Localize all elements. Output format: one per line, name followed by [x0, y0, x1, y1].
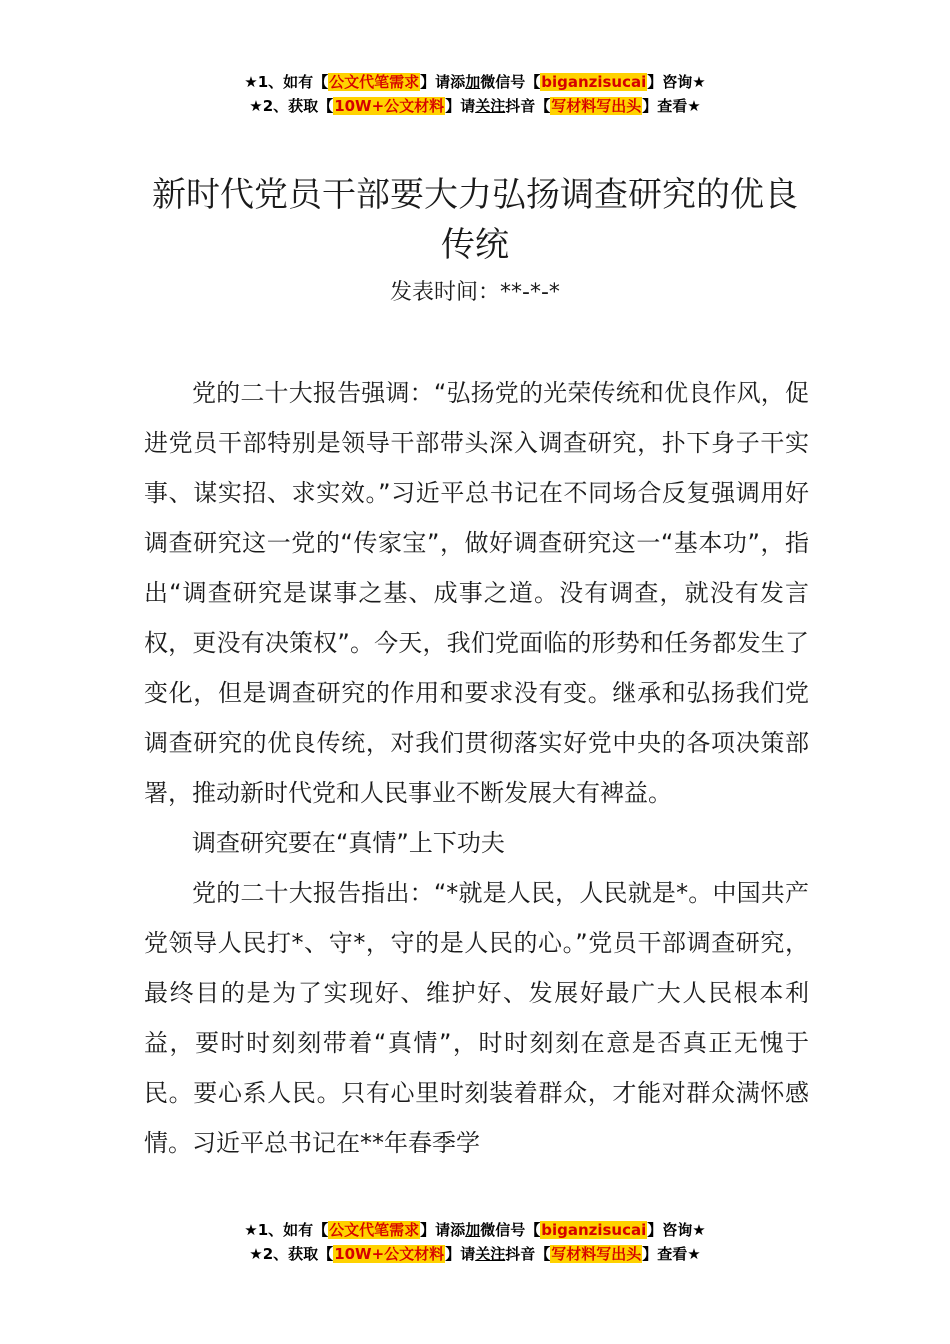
banner-text: 】咨询★ [647, 73, 706, 91]
banner-text: 】咨询★ [647, 1221, 706, 1239]
header-banner [0, 70, 950, 118]
banner-emphasis: 关注 [475, 97, 506, 115]
document-title: 新时代党员干部要大力弘扬调查研究的优良传统 [152, 175, 798, 265]
banner-text: ★1、如有【 [244, 1221, 329, 1239]
banner-highlight: 10W+公文材料 [334, 97, 445, 115]
banner-line-1 [0, 1218, 950, 1242]
banner-highlight: 写材料写出头 [551, 97, 642, 115]
paragraph: 党的二十大报告指出：“*就是人民，人民就是*。中国共产党领导人民打*、守*，守的是人民的心。”党员干部调查研究，最终目的是为了实现好、维护好、发展好最广大人民根本利益，要时时刻刻带着“真情”，时时刻刻在意是否真正无愧于民。要心系人民。只有心里时刻装着群众，才能对群众满怀感情。习近平总书记在**年春季学 [144, 879, 809, 1157]
banner-text: ★2、获取【 [249, 1245, 334, 1263]
banner-emphasis: 加 [465, 1221, 481, 1239]
banner-text: 微信号【 [480, 73, 541, 91]
banner-text: 】请 [445, 97, 476, 115]
document-body [144, 368, 809, 1168]
banner-text: 】查看★ [642, 97, 701, 115]
banner-highlight: 写材料写出头 [551, 1245, 642, 1263]
section-heading: 调查研究要在“真情”上下功夫 [192, 829, 505, 857]
banner-highlight: biganzisucai [541, 73, 647, 91]
banner-emphasis: 关注 [475, 1245, 506, 1263]
banner-text: 】请添 [420, 1221, 466, 1239]
banner-highlight: 公文代笔需求 [329, 1221, 420, 1239]
banner-text: 微信号【 [480, 1221, 541, 1239]
banner-highlight: 10W+公文材料 [334, 1245, 445, 1263]
banner-text: ★2、获取【 [249, 97, 334, 115]
banner-text: ★1、如有【 [244, 73, 329, 91]
banner-text: 】请添 [420, 73, 466, 91]
banner-highlight: biganzisucai [541, 1221, 647, 1239]
footer-banner [0, 1218, 950, 1266]
banner-text: 】查看★ [642, 1245, 701, 1263]
banner-line-2 [0, 94, 950, 118]
banner-line-2 [0, 1242, 950, 1266]
banner-text: 】请 [445, 1245, 476, 1263]
publish-date: 发表时间：**-*-* [390, 280, 560, 305]
banner-line-1 [0, 70, 950, 94]
banner-text: 抖音【 [505, 97, 551, 115]
banner-emphasis: 加 [465, 73, 481, 91]
paragraph: 党的二十大报告强调：“弘扬党的光荣传统和优良作风，促进党员干部特别是领导干部带头深入调查研究，扑下身子干实事、谋实招、求实效。”习近平总书记在不同场合反复强调用好调查研究这一党的“传家宝”，做好调查研究这一“基本功”，指出“调查研究是谋事之基、成事之道。没有调查，就没有发言权，更没有决策权”。今天，我们党面临的形势和任务都发生了变化，但是调查研究的作用和要求没有变。继承和弘扬我们党调查研究的优良传统，对我们贯彻落实好党中央的各项决策部署，推动新时代党和人民事业不断发展大有裨益。 [144, 379, 809, 807]
banner-text: 抖音【 [505, 1245, 551, 1263]
banner-highlight: 公文代笔需求 [329, 73, 420, 91]
